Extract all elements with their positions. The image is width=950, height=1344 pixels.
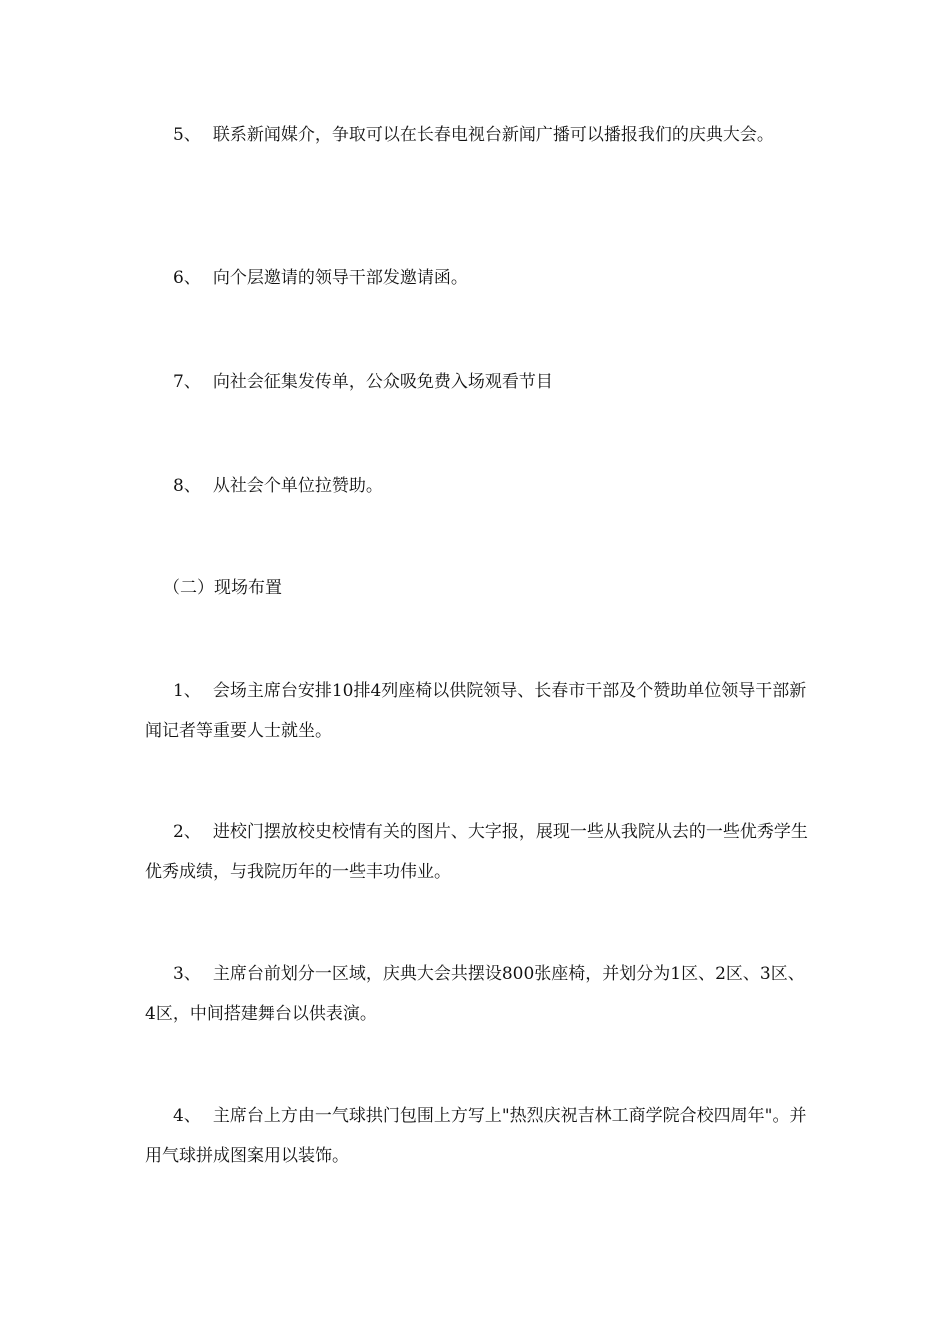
item-number: 5、 xyxy=(173,125,201,145)
paragraph-item-7 xyxy=(145,362,810,402)
paragraph-text: 进校门摆放校史校情有关的图片、大字报，展现一些从我院从去的一些优秀学生优秀成绩，与我院历年的一些丰功伟业。 xyxy=(145,822,808,882)
item-number: 8、 xyxy=(173,476,201,496)
paragraph-item-6 xyxy=(145,258,810,298)
paragraph-text: 从社会个单位拉赞助。 xyxy=(212,476,383,496)
paragraph-text: 主席台上方由一气球拱门包围上方写上"热烈庆祝吉林工商学院合校四周年"。并用气球拼成图案用以装饰。 xyxy=(145,1106,807,1166)
item-number: 3、 xyxy=(173,964,201,984)
item-number: 1、 xyxy=(173,681,201,701)
paragraph-item-8 xyxy=(145,466,810,506)
paragraph-text: 会场主席台安排10排4列座椅以供院领导、长春市干部及个赞助单位领导干部新闻记者等重要人士就坐。 xyxy=(145,681,807,741)
section-heading-text: （二）现场布置 xyxy=(163,578,282,598)
paragraph-text: 主席台前划分一区域，庆典大会共摆设800张座椅，并划分为1区、2区、3区、4区，中间搭建舞台以供表演。 xyxy=(145,964,805,1024)
paragraph-item-3 xyxy=(145,954,810,1034)
paragraph-text: 向个层邀请的领导干部发邀请函。 xyxy=(212,268,468,288)
paragraph-text: 向社会征集发传单，公众吸免费入场观看节目 xyxy=(212,372,553,392)
item-number: 7、 xyxy=(173,372,201,392)
item-number: 2、 xyxy=(173,822,201,842)
section-heading xyxy=(145,568,810,608)
paragraph-item-4 xyxy=(145,1096,810,1176)
paragraph-item-1 xyxy=(145,671,810,751)
paragraph-text: 联系新闻媒介，争取可以在长春电视台新闻广播可以播报我们的庆典大会。 xyxy=(212,125,774,145)
item-number: 6、 xyxy=(173,268,201,288)
paragraph-item-2 xyxy=(145,812,810,892)
item-number: 4、 xyxy=(173,1106,201,1126)
paragraph-item-5 xyxy=(145,115,810,155)
